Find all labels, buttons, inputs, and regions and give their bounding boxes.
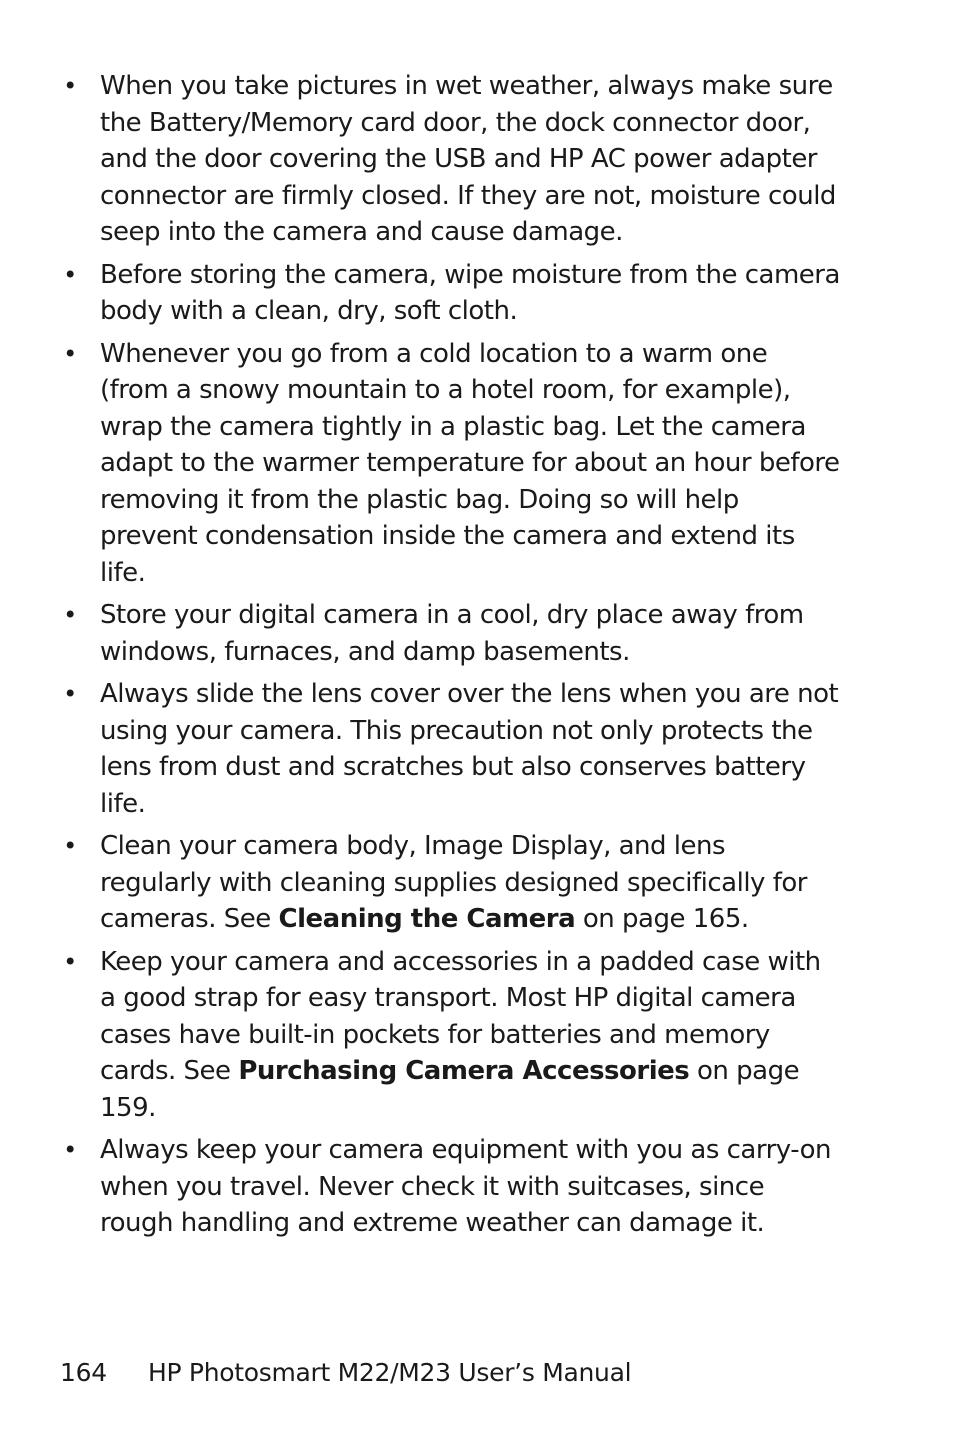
list-item xyxy=(60,336,840,592)
page-footer xyxy=(60,1356,631,1390)
bullet-icon: • xyxy=(63,260,77,289)
list-item-text: Keep your camera and accessories in a padded case with a good strap for easy transport. Most HP digital camera cases have built-in pockets for batteries and memory cards. See xyxy=(100,946,821,1086)
bullet-icon: • xyxy=(63,601,77,629)
list-item-text: Store your digital camera in a cool, dry place away from windows, furnaces, and damp basements. xyxy=(100,600,804,667)
manual-title: HP Photosmart M22/M23 User’s Manual xyxy=(148,1358,632,1387)
list-item-text: Clean your camera body, Image Display, and lens regularly with cleaning supplies designed specifically for cameras. See xyxy=(100,831,807,934)
list-item xyxy=(60,676,840,822)
cross-reference-purchasing-camera-accessories[interactable]: Purchasing Camera Accessories xyxy=(238,1056,690,1086)
bullet-icon: • xyxy=(63,680,77,708)
list-item xyxy=(60,68,840,251)
list-item-text: When you take pictures in wet weather, always make sure the Battery/Memory card door, the dock connector door, and the door covering the USB and HP AC power adapter connector are firmly closed. If they are not, moisture could seep into the camera and cause damage. xyxy=(100,71,836,247)
list-item xyxy=(60,597,840,670)
list-item-text: on page 159. xyxy=(100,1056,800,1123)
list-item xyxy=(60,1132,840,1242)
list-item xyxy=(60,828,840,938)
cross-reference-cleaning-the-camera[interactable]: Cleaning the Camera xyxy=(278,904,576,934)
bullet-icon: • xyxy=(63,832,77,860)
list-item-text: Before storing the camera, wipe moisture from the camera body with a clean, dry, soft cloth. xyxy=(100,259,840,326)
list-item xyxy=(60,257,840,330)
list-item-text: on page 165. xyxy=(575,904,749,934)
tips-list xyxy=(60,68,840,1248)
bullet-icon: • xyxy=(63,947,77,976)
page-number: 164 xyxy=(60,1358,107,1387)
bullet-icon: • xyxy=(63,1136,77,1164)
list-item xyxy=(60,944,840,1127)
list-item-text: Always slide the lens cover over the lens when you are not using your camera. This precaution not only protects the lens from dust and scratches but also conserves battery life. xyxy=(100,679,839,819)
list-item-text: Whenever you go from a cold location to a warm one (from a snowy mountain to a hotel room, for example), wrap the camera tightly in a plastic bag. Let the camera adapt to the warmer temperature for about an hour before removing it from the plastic bag. Doing so will help prevent condensation inside the camera and extend its life. xyxy=(100,338,840,588)
bullet-icon: • xyxy=(63,339,77,368)
bullet-icon: • xyxy=(63,72,77,100)
list-item-text: Always keep your camera equipment with you as carry-on when you travel. Never check it with suitcases, since rough handling and extreme weather can damage it. xyxy=(100,1135,831,1238)
